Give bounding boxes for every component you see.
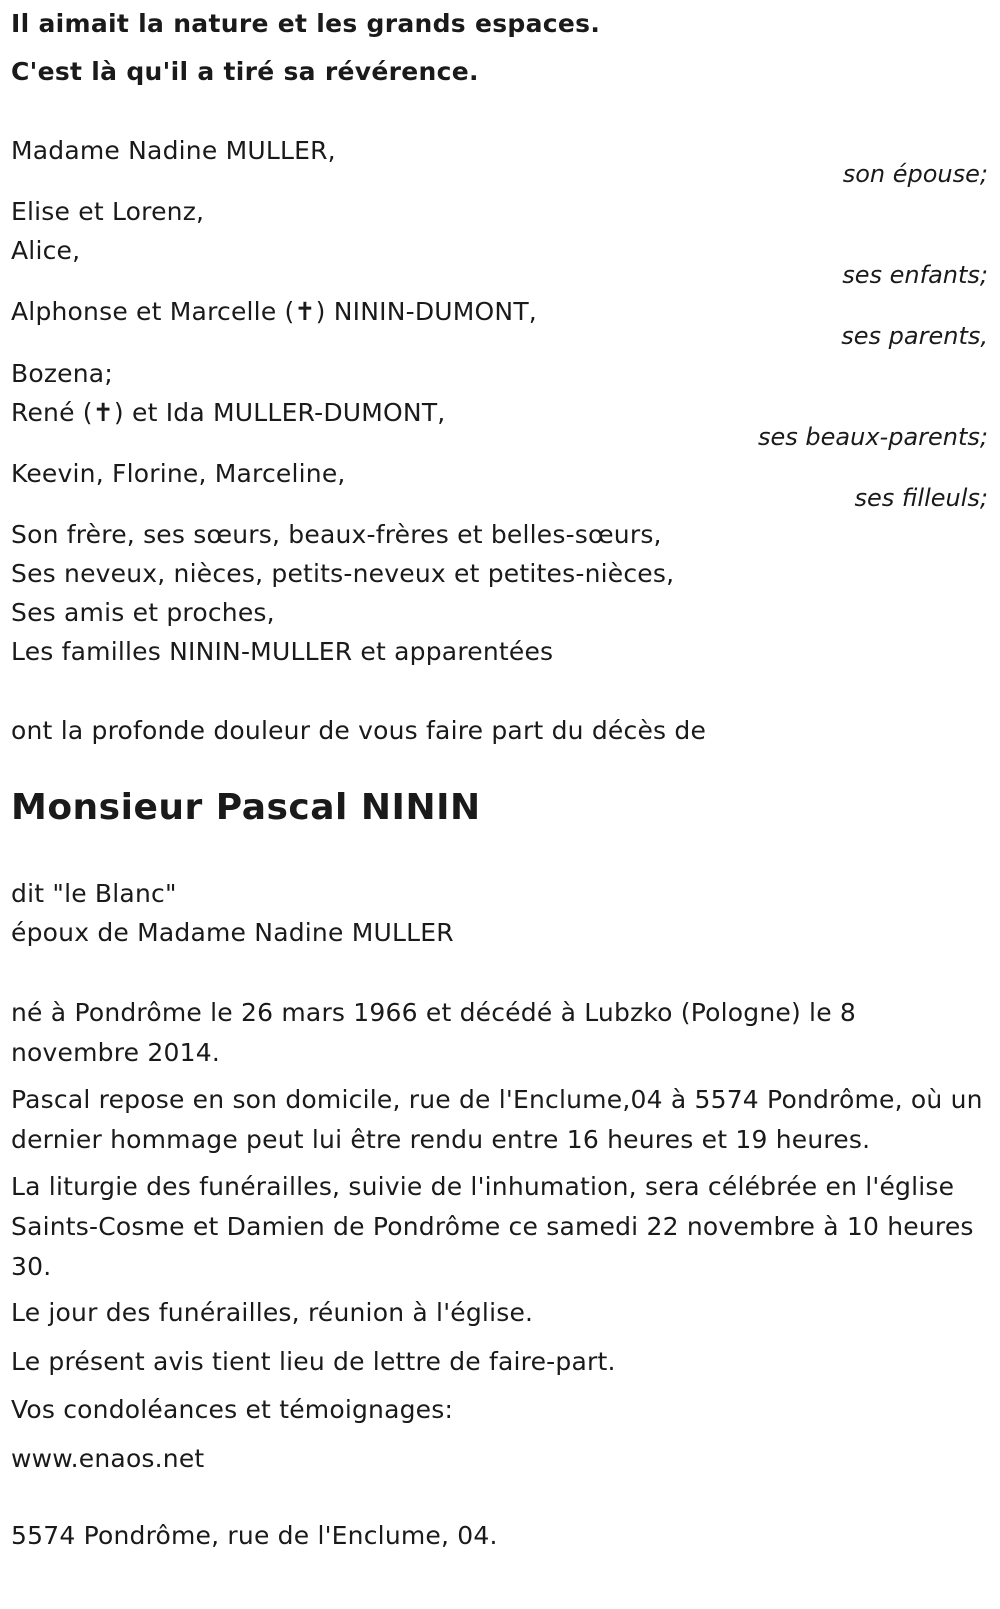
children-relation: ses enfants; xyxy=(842,261,988,289)
parents-names: Alphonse et Marcelle (✝) NININ-DUMONT, xyxy=(11,297,537,326)
bozena-name: Bozena; xyxy=(11,359,113,388)
motto-line-1: Il aimait la nature et les grands espaces. xyxy=(11,9,601,38)
spouse-relation: son épouse; xyxy=(842,160,988,188)
liturgy-paragraph: La liturgie des funérailles, suivie de l'inhumation, sera célébrée en l'église Saints-Cosme et Damien de Pondrôme ce samedi 22 novembre à 10 heures 30. xyxy=(11,1172,974,1281)
announcement-line: ont la profonde douleur de vous faire part du décès de xyxy=(11,716,707,745)
friends-line: Ses amis et proches, xyxy=(11,598,275,627)
deceased-spouse-of: époux de Madame Nadine MULLER xyxy=(11,918,454,947)
website-link[interactable]: www.enaos.net xyxy=(11,1444,205,1473)
parents-relation: ses parents, xyxy=(841,322,988,350)
motto-line-2: C'est là qu'il a tiré sa révérence. xyxy=(11,57,479,86)
deceased-nickname: dit "le Blanc" xyxy=(11,879,177,908)
inlaws-relation: ses beaux-parents; xyxy=(758,423,988,451)
condolences-label: Vos condoléances et témoignages: xyxy=(11,1395,454,1424)
birth-death-paragraph: né à Pondrôme le 26 mars 1966 et décédé à Lubzko (Pologne) le 8 novembre 2014. xyxy=(11,998,857,1067)
rest-paragraph: Pascal repose en son domicile, rue de l'Enclume,04 à 5574 Pondrôme, où un dernier hommage peut lui être rendu entre 16 heures et 19 heures. xyxy=(11,1085,983,1154)
godchildren-relation: ses filleuls; xyxy=(854,484,988,512)
deceased-name: Monsieur Pascal NININ xyxy=(11,787,481,828)
children-names-2: Alice, xyxy=(11,236,81,265)
meeting-paragraph: Le jour des funérailles, réunion à l'église. xyxy=(11,1298,534,1327)
siblings-line: Son frère, ses sœurs, beaux-frères et belles-sœurs, xyxy=(11,520,662,549)
spouse-name: Madame Nadine MULLER, xyxy=(11,136,336,165)
address-line: 5574 Pondrôme, rue de l'Enclume, 04. xyxy=(11,1521,498,1550)
children-names-1: Elise et Lorenz, xyxy=(11,197,205,226)
nephews-line: Ses neveux, nièces, petits-neveux et petites-nièces, xyxy=(11,559,675,588)
godchildren-names: Keevin, Florine, Marceline, xyxy=(11,459,346,488)
notice-paragraph: Le présent avis tient lieu de lettre de faire-part. xyxy=(11,1347,616,1376)
families-line: Les familles NININ-MULLER et apparentées xyxy=(11,637,554,666)
inlaws-names: René (✝) et Ida MULLER-DUMONT, xyxy=(11,398,446,427)
